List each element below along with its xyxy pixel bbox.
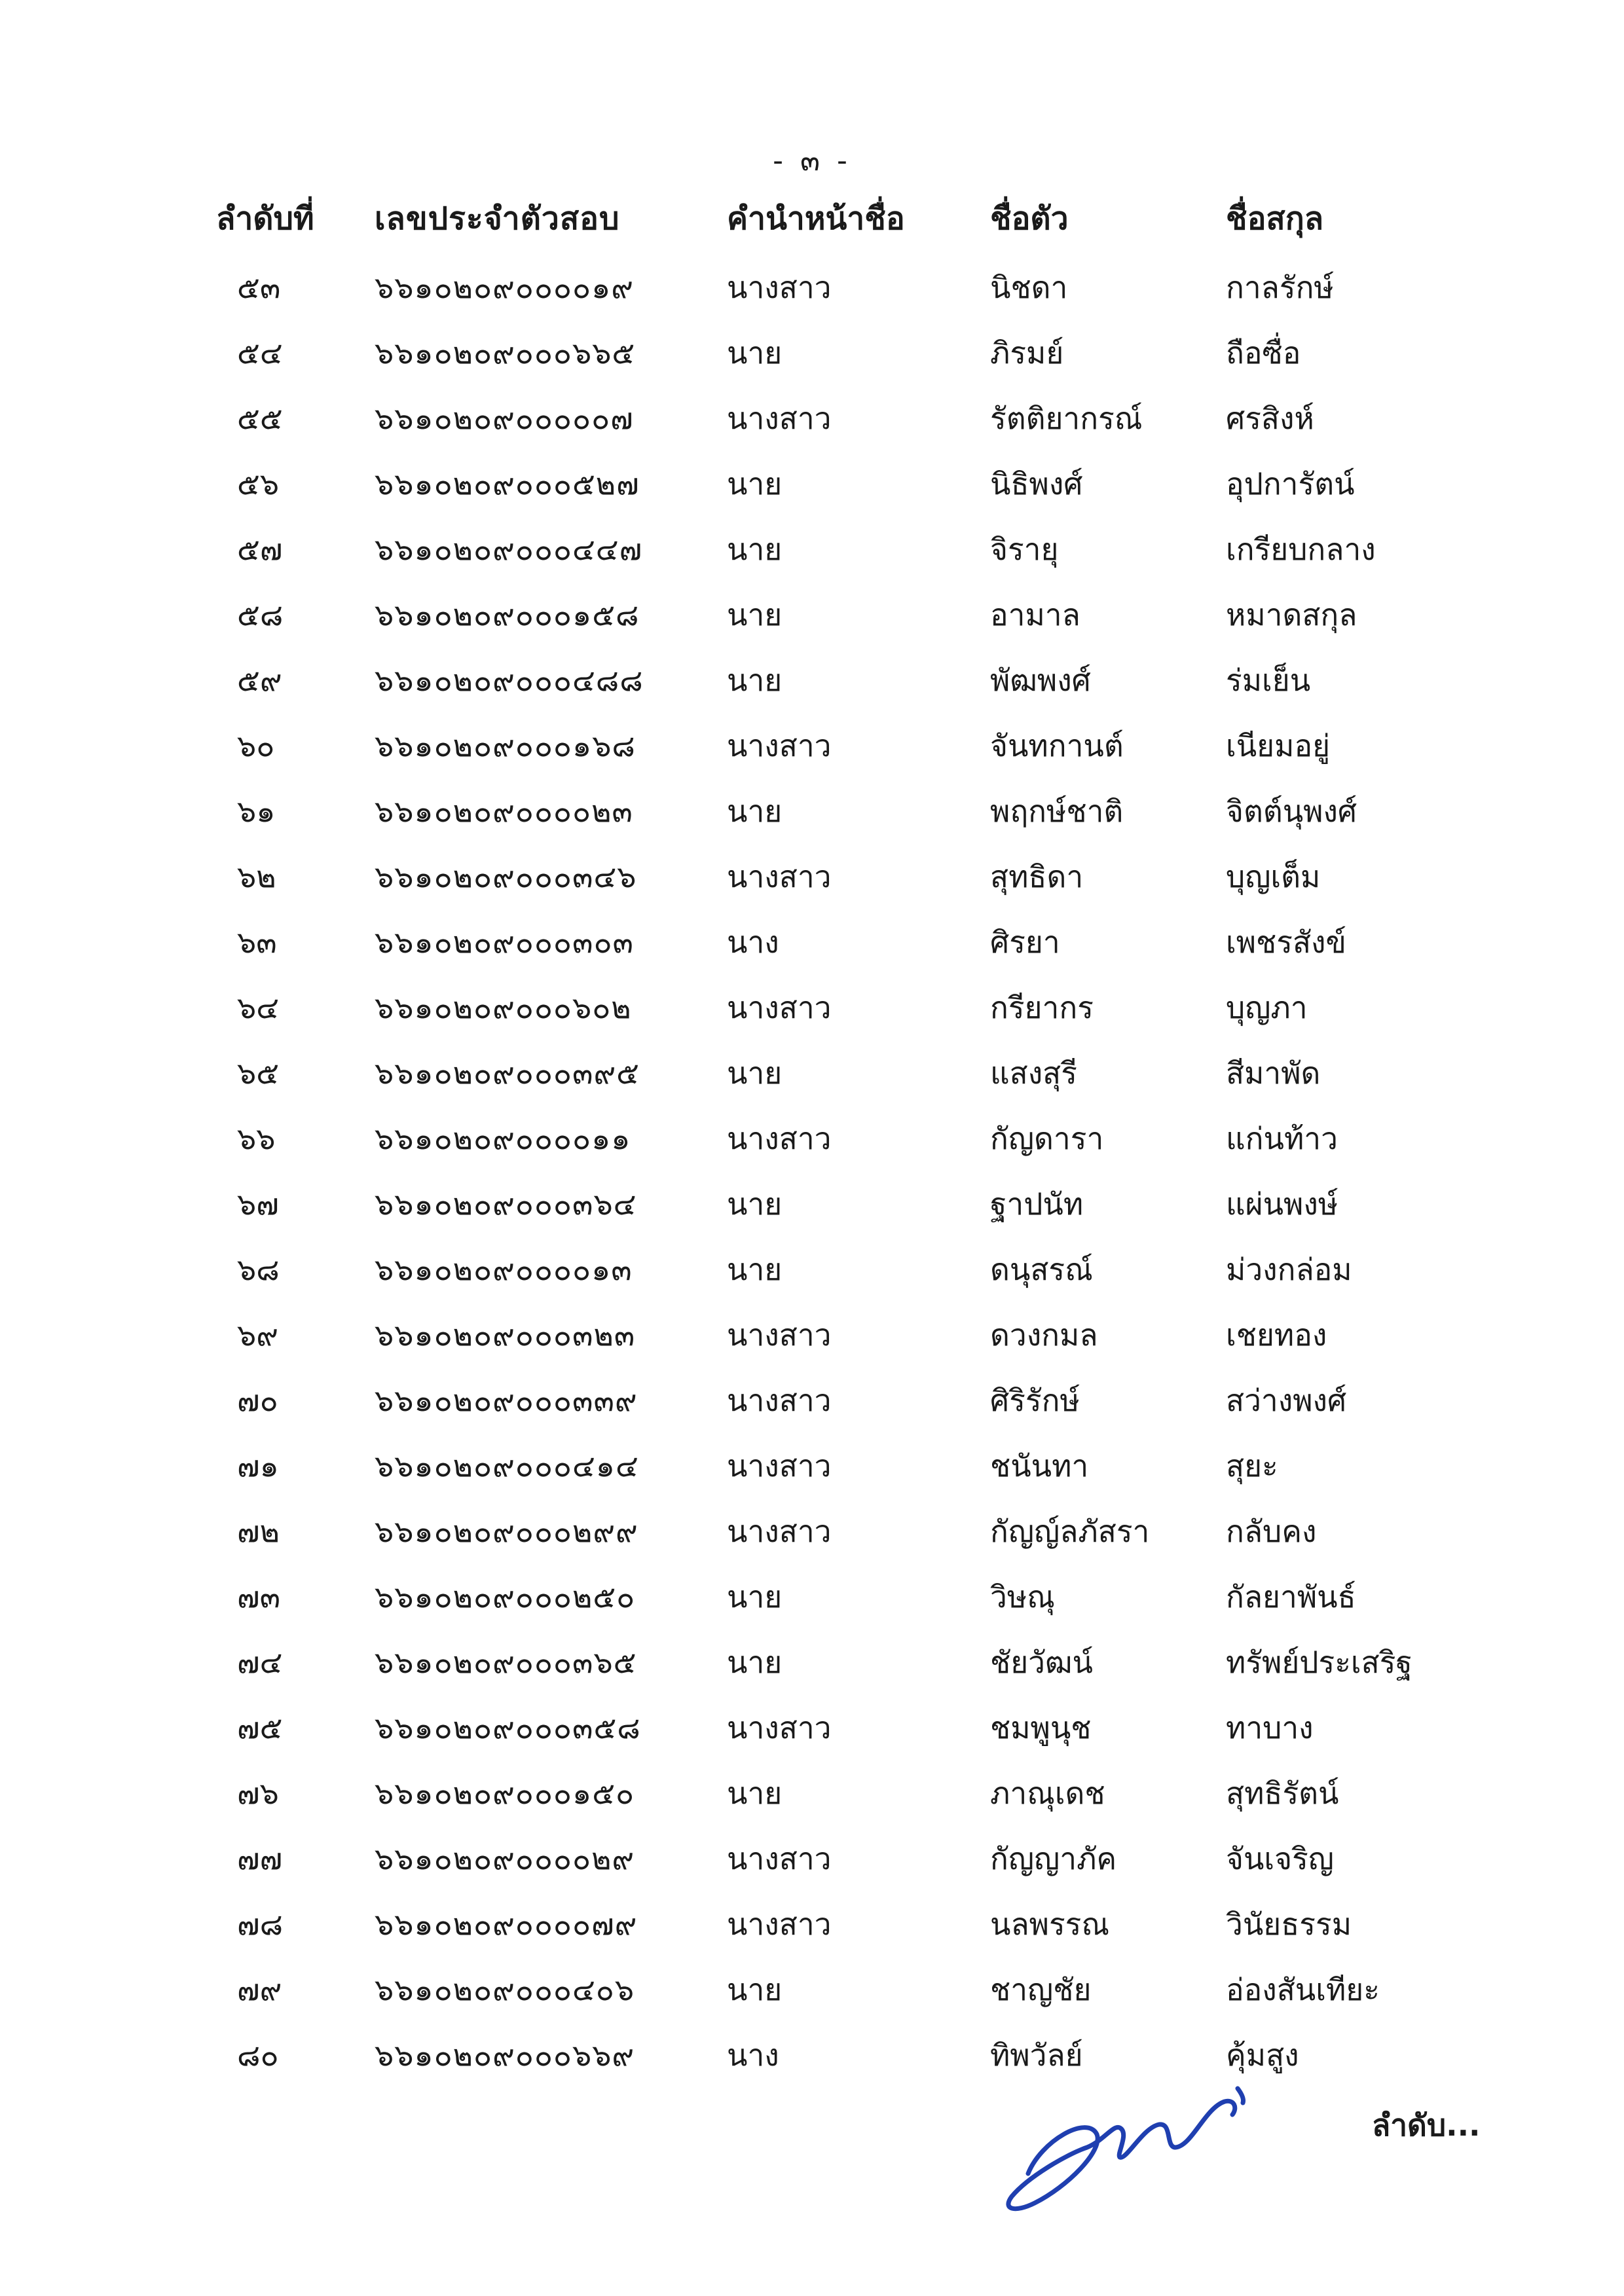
row-prefix: นางสาว	[727, 270, 832, 305]
row-order: ๗๗	[237, 1841, 283, 1876]
row-order: ๗๑	[237, 1448, 279, 1484]
row-prefix: นาย	[727, 663, 783, 698]
row-last-name: สุทธิรัตน์	[1226, 1776, 1339, 1811]
row-prefix: นางสาว	[727, 401, 832, 436]
row-last-name: จันเจริญ	[1226, 1841, 1334, 1876]
header-order: ลำดับที่	[216, 200, 314, 237]
row-order: ๘๐	[237, 2037, 279, 2073]
row-order: ๗๓	[237, 1579, 281, 1614]
table-row	[0, 1433, 1624, 1499]
row-last-name: ร่มเย็น	[1226, 663, 1311, 698]
table-row	[0, 844, 1624, 909]
row-last-name: ม่วงกล่อม	[1226, 1252, 1352, 1287]
header-first-name: ชื่อตัว	[990, 200, 1069, 237]
row-exam-id: ๖๖๑๐๒๐๙๐๐๐๓๕๘	[375, 1710, 641, 1745]
row-prefix: นาย	[727, 1579, 783, 1614]
row-prefix: นางสาว	[727, 1317, 832, 1353]
row-exam-id: ๖๖๑๐๒๐๙๐๐๐๐๑๓	[375, 1252, 633, 1287]
row-first-name: ภาณุเดช	[990, 1776, 1105, 1811]
row-prefix: นางสาว	[727, 1841, 832, 1876]
row-prefix: นางสาว	[727, 1121, 832, 1156]
row-first-name: ชัยวัฒน์	[990, 1645, 1094, 1680]
table-row	[0, 1368, 1624, 1433]
row-order: ๕๗	[237, 532, 283, 567]
row-exam-id: ๖๖๑๐๒๐๙๐๐๐๐๑๙	[375, 270, 634, 305]
row-order: ๗๒	[237, 1514, 280, 1549]
row-exam-id: ๖๖๑๐๒๐๙๐๐๐๓๓๙	[375, 1383, 638, 1418]
header-exam-id: เลขประจำตัวสอบ	[375, 200, 620, 237]
table-row	[0, 1040, 1624, 1106]
row-first-name: จันทกานต์	[990, 728, 1124, 763]
row-order: ๗๖	[237, 1776, 279, 1811]
row-order: ๗๔	[237, 1645, 283, 1680]
row-prefix: นางสาว	[727, 1514, 832, 1549]
table-row	[0, 1499, 1624, 1564]
continuation-text: ลำดับ...	[1372, 2107, 1481, 2143]
row-exam-id: ๖๖๑๐๒๐๙๐๐๐๓๖๕	[375, 1645, 637, 1680]
row-first-name: อามาล	[990, 597, 1080, 632]
row-order: ๕๔	[237, 335, 283, 371]
table-row	[0, 647, 1624, 713]
row-last-name: กาลรักษ์	[1226, 270, 1334, 305]
table-row	[0, 1302, 1624, 1368]
table-row	[0, 320, 1624, 386]
row-first-name: จิรายุ	[990, 532, 1059, 567]
row-last-name: ทาบาง	[1226, 1710, 1314, 1745]
row-order: ๖๙	[237, 1317, 278, 1353]
table-row	[0, 2022, 1624, 2088]
signature-image	[989, 2062, 1297, 2219]
row-last-name: อุปการัตน์	[1226, 466, 1355, 501]
row-first-name: ชมพูนุช	[990, 1710, 1092, 1745]
row-exam-id: ๖๖๑๐๒๐๙๐๐๐๑๕๘	[375, 597, 640, 632]
row-last-name: สีมาพัด	[1226, 1055, 1321, 1091]
row-last-name: เนียมอยู่	[1226, 728, 1331, 763]
row-exam-id: ๖๖๑๐๒๐๙๐๐๐๒๕๐	[375, 1579, 636, 1614]
row-first-name: กัญดารา	[990, 1121, 1104, 1156]
row-last-name: บุญภา	[1226, 990, 1308, 1025]
row-prefix: นาง	[727, 924, 779, 960]
row-last-name: แผ่นพงษ์	[1226, 1186, 1338, 1222]
row-order: ๕๓	[237, 270, 281, 305]
row-first-name: สุทธิดา	[990, 859, 1084, 894]
row-exam-id: ๖๖๑๐๒๐๙๐๐๐๔๐๖	[375, 1972, 635, 2007]
table-row	[0, 255, 1624, 320]
row-exam-id: ๖๖๑๐๒๐๙๐๐๐๖๖๕	[375, 335, 636, 371]
table-row	[0, 386, 1624, 451]
table-row	[0, 1760, 1624, 1826]
table-row	[0, 1630, 1624, 1695]
row-prefix: นาย	[727, 466, 783, 501]
table-row	[0, 1171, 1624, 1237]
table-row	[0, 1891, 1624, 1957]
row-prefix: นาย	[727, 335, 783, 371]
row-order: ๗๘	[237, 1906, 284, 1942]
row-first-name: ศิริรักษ์	[990, 1383, 1080, 1418]
header-prefix: คำนำหน้าชื่อ	[727, 200, 905, 237]
row-exam-id: ๖๖๑๐๒๐๙๐๐๐๖๖๙	[375, 2037, 635, 2073]
row-last-name: กัลยาพันธ์	[1226, 1579, 1356, 1614]
row-first-name: กรียากร	[990, 990, 1094, 1025]
row-prefix: นาย	[727, 597, 783, 632]
row-order: ๗๐	[237, 1383, 278, 1418]
row-first-name: ชนันทา	[990, 1448, 1089, 1484]
row-first-name: พฤกษ์ชาติ	[990, 793, 1124, 829]
row-last-name: ทรัพย์ประเสริฐ	[1226, 1645, 1412, 1680]
table-row	[0, 582, 1624, 647]
row-prefix: นาย	[727, 1186, 783, 1222]
table-row	[0, 1237, 1624, 1302]
row-first-name: ฐาปนัท	[990, 1186, 1084, 1222]
row-exam-id: ๖๖๑๐๒๐๙๐๐๐๐๐๗	[375, 401, 634, 436]
table-row	[0, 517, 1624, 582]
row-last-name: วินัยธรรม	[1226, 1906, 1352, 1942]
row-prefix: นาย	[727, 1776, 783, 1811]
row-order: ๖๘	[237, 1252, 280, 1287]
row-order: ๕๙	[237, 663, 282, 698]
row-prefix: นาง	[727, 2037, 779, 2073]
row-last-name: สว่างพงศ์	[1226, 1383, 1347, 1418]
table-row	[0, 1564, 1624, 1630]
row-first-name: นลพรรณ	[990, 1906, 1110, 1942]
header-last-name: ชื่อสกุล	[1226, 200, 1324, 237]
row-prefix: นางสาว	[727, 1383, 832, 1418]
row-first-name: ศิรยา	[990, 924, 1060, 960]
row-order: ๖๕	[237, 1055, 280, 1091]
row-last-name: สุยะ	[1226, 1448, 1278, 1484]
row-first-name: ดนุสรณ์	[990, 1252, 1093, 1287]
row-last-name: เชยทอง	[1226, 1317, 1327, 1353]
table-row	[0, 909, 1624, 975]
row-first-name: แสงสุรี	[990, 1055, 1077, 1091]
row-exam-id: ๖๖๑๐๒๐๙๐๐๐๓๙๕	[375, 1055, 640, 1091]
row-first-name: กัญญ์ลภัสรา	[990, 1514, 1150, 1549]
row-exam-id: ๖๖๑๐๒๐๙๐๐๐๐๒๓	[375, 793, 633, 829]
row-prefix: นางสาว	[727, 990, 832, 1025]
row-first-name: พัฒพงศ์	[990, 663, 1091, 698]
row-last-name: เพชรสังข์	[1226, 924, 1346, 960]
row-order: ๖๑	[237, 793, 276, 829]
row-first-name: ชาญชัย	[990, 1972, 1092, 2007]
row-order: ๗๕	[237, 1710, 283, 1745]
row-order: ๖๗	[237, 1186, 279, 1222]
row-last-name: อ่องสันเทียะ	[1226, 1972, 1380, 2007]
candidate-list	[0, 191, 1624, 2088]
row-prefix: นาย	[727, 532, 783, 567]
row-first-name: นิชดา	[990, 270, 1068, 305]
row-prefix: นาย	[727, 1252, 783, 1287]
row-exam-id: ๖๖๑๐๒๐๙๐๐๐๐๑๑	[375, 1121, 631, 1156]
table-row	[0, 778, 1624, 844]
table-body	[0, 255, 1624, 2088]
row-last-name: คุ้มสูง	[1226, 2037, 1299, 2073]
page-number: - ๓ -	[773, 144, 851, 177]
row-prefix: นางสาว	[727, 1906, 832, 1942]
table-row	[0, 713, 1624, 778]
row-first-name: ทิพวัลย์	[990, 2037, 1083, 2073]
row-last-name: ศรสิงห์	[1226, 401, 1314, 436]
row-first-name: ภิรมย์	[990, 335, 1064, 371]
row-first-name: ดวงกมล	[990, 1317, 1098, 1353]
table-row	[0, 1106, 1624, 1171]
row-prefix: นาย	[727, 1645, 783, 1680]
row-exam-id: ๖๖๑๐๒๐๙๐๐๐๓๔๖	[375, 859, 637, 894]
row-exam-id: ๖๖๑๐๒๐๙๐๐๐๐๗๙	[375, 1906, 638, 1942]
row-exam-id: ๖๖๑๐๒๐๙๐๐๐๔๔๗	[375, 532, 643, 567]
row-last-name: จิตต์นุพงศ์	[1226, 793, 1357, 829]
row-order: ๕๕	[237, 401, 283, 436]
row-exam-id: ๖๖๑๐๒๐๙๐๐๐๓๒๓	[375, 1317, 636, 1353]
row-prefix: นาย	[727, 1055, 783, 1091]
row-order: ๖๓	[237, 924, 277, 960]
table-row	[0, 451, 1624, 517]
table-row	[0, 975, 1624, 1040]
table-header	[0, 191, 1624, 247]
table-row	[0, 1695, 1624, 1760]
row-order: ๗๙	[237, 1972, 282, 2007]
row-exam-id: ๖๖๑๐๒๐๙๐๐๐๕๒๗	[375, 466, 640, 501]
row-order: ๕๖	[237, 466, 280, 501]
row-order: ๕๘	[237, 597, 284, 632]
row-order: ๖๒	[237, 859, 276, 894]
row-exam-id: ๖๖๑๐๒๐๙๐๐๐๔๘๘	[375, 663, 644, 698]
row-first-name: กัญญาภัค	[990, 1841, 1117, 1876]
row-first-name: รัตติยากรณ์	[990, 401, 1143, 436]
table-row	[0, 1957, 1624, 2022]
row-prefix: นาย	[727, 793, 783, 829]
row-first-name: นิธิพงศ์	[990, 466, 1083, 501]
row-last-name: แก่นท้าว	[1226, 1121, 1338, 1156]
row-order: ๖๖	[237, 1121, 276, 1156]
row-last-name: ถือซื่อ	[1226, 335, 1301, 371]
row-prefix: นาย	[727, 1972, 783, 2007]
row-last-name: บุญเต็ม	[1226, 859, 1321, 894]
row-prefix: นางสาว	[727, 1710, 832, 1745]
row-exam-id: ๖๖๑๐๒๐๙๐๐๐๓๐๓	[375, 924, 634, 960]
row-order: ๖๐	[237, 728, 275, 763]
row-exam-id: ๖๖๑๐๒๐๙๐๐๐๒๙๙	[375, 1514, 638, 1549]
table-row	[0, 1826, 1624, 1891]
row-exam-id: ๖๖๑๐๒๐๙๐๐๐๖๐๒	[375, 990, 632, 1025]
row-exam-id: ๖๖๑๐๒๐๙๐๐๐๐๒๙	[375, 1841, 635, 1876]
row-prefix: นางสาว	[727, 859, 832, 894]
row-prefix: นางสาว	[727, 1448, 832, 1484]
row-first-name: วิษณุ	[990, 1579, 1055, 1614]
row-last-name: เกรียบกลาง	[1226, 532, 1376, 567]
row-exam-id: ๖๖๑๐๒๐๙๐๐๐๑๖๘	[375, 728, 636, 763]
row-order: ๖๔	[237, 990, 280, 1025]
row-exam-id: ๖๖๑๐๒๐๙๐๐๐๑๕๐	[375, 1776, 635, 1811]
row-last-name: หมาดสกุล	[1226, 597, 1357, 632]
row-last-name: กลับคง	[1226, 1514, 1317, 1549]
row-exam-id: ๖๖๑๐๒๐๙๐๐๐๔๑๔	[375, 1448, 639, 1484]
row-prefix: นางสาว	[727, 728, 832, 763]
row-exam-id: ๖๖๑๐๒๐๙๐๐๐๓๖๔	[375, 1186, 637, 1222]
